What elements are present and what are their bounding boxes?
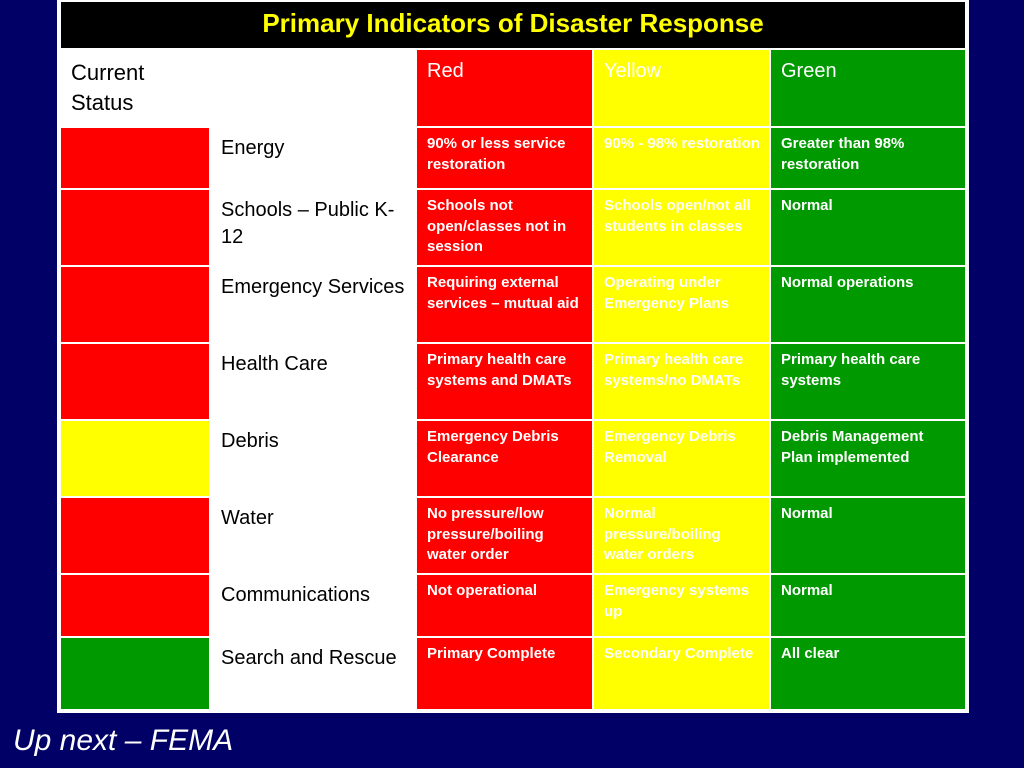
header-row xyxy=(60,49,966,127)
indicator-name: Search and Rescue xyxy=(210,637,416,710)
table-row xyxy=(60,127,966,189)
indicator-name: Health Care xyxy=(210,343,416,420)
criteria-red: Schools not open/classes not in session xyxy=(416,189,593,266)
level-header-yellow: Yellow xyxy=(593,49,770,127)
table-row xyxy=(60,574,966,637)
criteria-green: Normal xyxy=(770,189,966,266)
table-row xyxy=(60,343,966,420)
indicator-name: Schools – Public K-12 xyxy=(210,189,416,266)
criteria-yellow: 90% - 98% restoration xyxy=(593,127,770,189)
table-title-cell xyxy=(60,1,966,49)
table-title: Primary Indicators of Disaster Response xyxy=(262,7,764,38)
criteria-yellow: Normal pressure/boiling water orders xyxy=(593,497,770,574)
table-row xyxy=(60,189,966,266)
criteria-red: Primary health care systems and DMATs xyxy=(416,343,593,420)
criteria-green: Normal xyxy=(770,497,966,574)
criteria-red: 90% or less service restoration xyxy=(416,127,593,189)
indicators-table xyxy=(59,0,967,711)
table-row xyxy=(60,420,966,497)
criteria-yellow: Primary health care systems/no DMATs xyxy=(593,343,770,420)
criteria-red: Requiring external services – mutual aid xyxy=(416,266,593,343)
title-row xyxy=(60,1,966,49)
status-cell-green xyxy=(60,637,210,710)
current-status-header xyxy=(60,49,210,127)
criteria-green: Primary health care systems xyxy=(770,343,966,420)
criteria-red: Not operational xyxy=(416,574,593,637)
criteria-red: No pressure/low pressure/boiling water order xyxy=(416,497,593,574)
criteria-yellow: Emergency Debris Removal xyxy=(593,420,770,497)
criteria-green: Normal operations xyxy=(770,266,966,343)
level-header-red: Red xyxy=(416,49,593,127)
criteria-red: Emergency Debris Clearance xyxy=(416,420,593,497)
footer-text: Up next – FEMA xyxy=(13,724,234,757)
indicator-name: Water xyxy=(210,497,416,574)
criteria-yellow: Schools open/not all students in classes xyxy=(593,189,770,266)
status-cell-red xyxy=(60,343,210,420)
table-row xyxy=(60,266,966,343)
criteria-yellow: Secondary Complete xyxy=(593,637,770,710)
indicator-name: Energy xyxy=(210,127,416,189)
status-cell-red xyxy=(60,574,210,637)
criteria-green: Normal xyxy=(770,574,966,637)
criteria-yellow: Emergency systems up xyxy=(593,574,770,637)
status-cell-red xyxy=(60,127,210,189)
criteria-yellow: Operating under Emergency Plans xyxy=(593,266,770,343)
table-row xyxy=(60,497,966,574)
status-cell-yellow xyxy=(60,420,210,497)
criteria-green: Debris Management Plan implemented xyxy=(770,420,966,497)
status-cell-red xyxy=(60,189,210,266)
indicator-name-header xyxy=(210,49,416,127)
level-header-green: Green xyxy=(770,49,966,127)
status-cell-red xyxy=(60,497,210,574)
table-row xyxy=(60,637,966,710)
current-status-label: Current Status xyxy=(71,60,145,115)
indicator-name: Debris xyxy=(210,420,416,497)
criteria-green: All clear xyxy=(770,637,966,710)
criteria-green: Greater than 98% restoration xyxy=(770,127,966,189)
indicator-name: Communications xyxy=(210,574,416,637)
criteria-red: Primary Complete xyxy=(416,637,593,710)
indicator-name: Emergency Services xyxy=(210,266,416,343)
status-cell-red xyxy=(60,266,210,343)
